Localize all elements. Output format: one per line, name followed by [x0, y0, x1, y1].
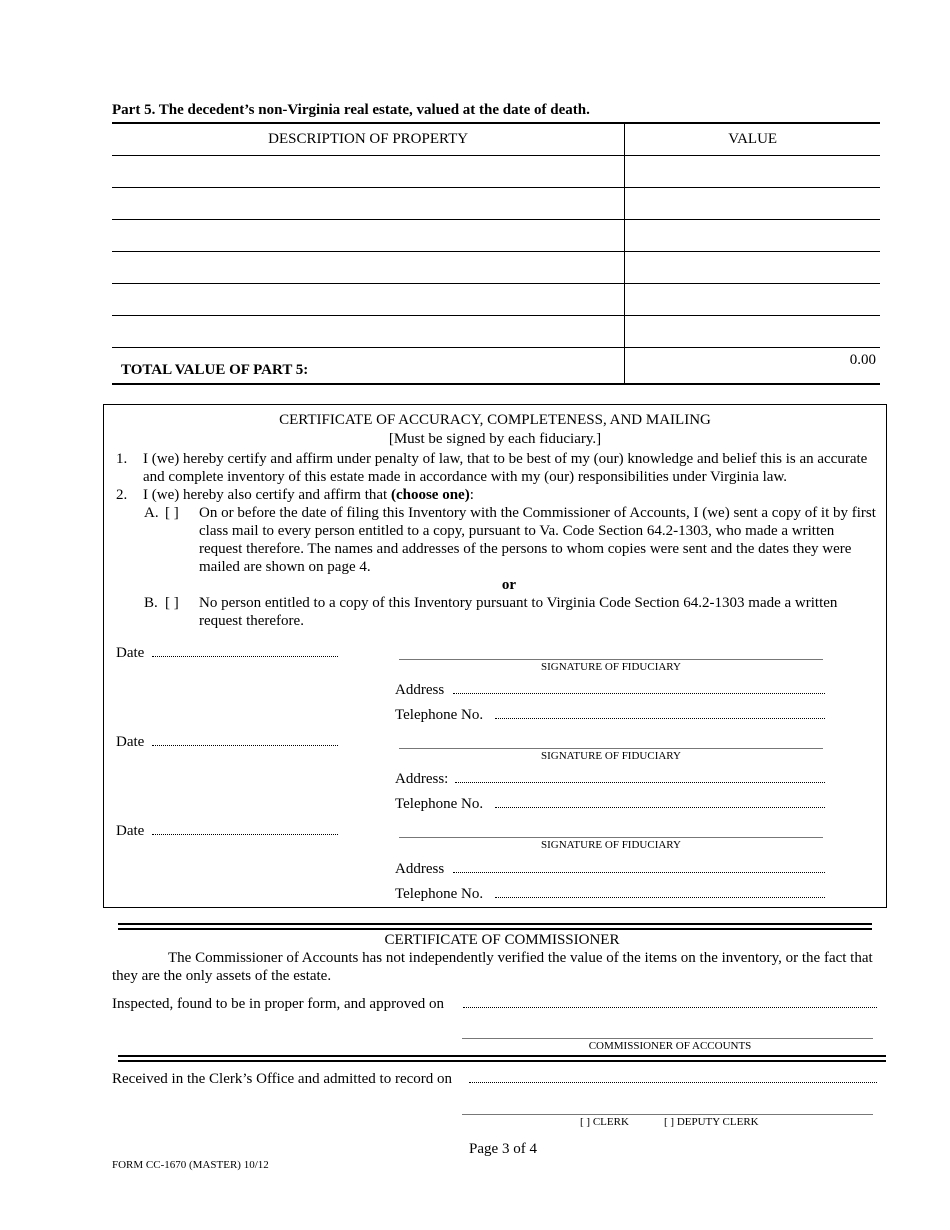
table-row: [112, 188, 880, 220]
date-field[interactable]: [152, 834, 338, 835]
description-cell[interactable]: [112, 252, 625, 284]
value-cell[interactable]: [625, 252, 880, 284]
signature-label: SIGNATURE OF FIDUCIARY: [541, 661, 681, 673]
clerk-option[interactable]: [ ] CLERK: [580, 1116, 629, 1128]
column-header-value: VALUE: [625, 123, 880, 156]
commissioner-signature-line[interactable]: [462, 1038, 873, 1039]
address-label: Address: [395, 682, 445, 698]
date-field[interactable]: [152, 656, 338, 657]
item1-number: 1.: [116, 451, 128, 467]
fiduciary-signature-line[interactable]: [399, 837, 823, 838]
commissioner-title: CERTIFICATE OF COMMISSIONER: [384, 932, 620, 948]
fiduciary-signature-line[interactable]: [399, 748, 823, 749]
item2-text: I (we) hereby also certify and affirm that (choose one):: [143, 487, 474, 503]
choose-one-emphasis: (choose one): [390, 487, 470, 503]
option-a-label: A.: [144, 505, 159, 521]
description-cell[interactable]: [112, 316, 625, 348]
telephone-label: Telephone No.: [395, 796, 484, 812]
address-field[interactable]: [453, 693, 825, 694]
telephone-label: Telephone No.: [395, 886, 484, 902]
address-field[interactable]: [453, 872, 825, 873]
description-cell[interactable]: [112, 220, 625, 252]
table-row: [112, 316, 880, 348]
date-label: Date: [116, 645, 145, 661]
description-cell[interactable]: [112, 156, 625, 188]
table-row: [112, 156, 880, 188]
item1-text: I (we) hereby certify and affirm under penalty of law, that to be best of my (our) knowledge and belief this is an accurate and complete inventory of this estate made in accordance with my (our) responsibilities under Virginia law.: [143, 451, 868, 485]
description-cell[interactable]: [112, 188, 625, 220]
date-label: Date: [116, 823, 145, 839]
approved-label: Inspected, found to be in proper form, and approved on: [112, 996, 444, 1012]
part5-table: [112, 122, 880, 385]
option-b-checkbox[interactable]: [ ]: [165, 595, 179, 611]
signature-label: SIGNATURE OF FIDUCIARY: [541, 750, 681, 762]
page-number: Page 3 of 4: [469, 1141, 537, 1157]
description-cell[interactable]: [112, 284, 625, 316]
received-label: Received in the Clerk’s Office and admitted to record on: [112, 1071, 453, 1087]
option-b-label: B.: [144, 595, 158, 611]
date-field[interactable]: [152, 745, 338, 746]
telephone-field[interactable]: [495, 897, 825, 898]
address-label: Address:: [395, 771, 449, 787]
double-divider: [118, 923, 872, 930]
clerk-signature-line[interactable]: [462, 1114, 873, 1115]
total-row: [112, 348, 880, 385]
table-header-row: [112, 123, 880, 156]
received-date-field[interactable]: [469, 1082, 877, 1083]
option-a-checkbox[interactable]: [ ]: [165, 505, 179, 521]
deputy-clerk-option[interactable]: [ ] DEPUTY CLERK: [664, 1116, 759, 1128]
telephone-field[interactable]: [495, 807, 825, 808]
option-b-text: No person entitled to a copy of this Inventory pursuant to Virginia Code Section 64.2-1303 made a written request therefore.: [199, 595, 838, 629]
total-value: 0.00: [625, 348, 880, 385]
item2-number: 2.: [116, 487, 128, 503]
commissioner-text: The Commissioner of Accounts has not independently verified the value of the items on the inventory, or the fact that they are the only assets of the estate.: [112, 950, 873, 984]
part5-title: Part 5. The decedent’s non-Virginia real estate, valued at the date of death.: [112, 102, 590, 118]
certificate-subtitle: [Must be signed by each fiduciary.]: [388, 431, 602, 447]
value-cell[interactable]: [625, 156, 880, 188]
total-label: TOTAL VALUE OF PART 5:: [112, 348, 625, 385]
or-text: or: [501, 577, 517, 593]
telephone-field[interactable]: [495, 718, 825, 719]
telephone-label: Telephone No.: [395, 707, 484, 723]
column-header-description: DESCRIPTION OF PROPERTY: [112, 123, 625, 156]
fiduciary-signature-line[interactable]: [399, 659, 823, 660]
signature-label: SIGNATURE OF FIDUCIARY: [541, 839, 681, 851]
table-row: [112, 284, 880, 316]
date-label: Date: [116, 734, 145, 750]
address-field[interactable]: [455, 782, 825, 783]
value-cell[interactable]: [625, 220, 880, 252]
value-cell[interactable]: [625, 188, 880, 220]
form-id: FORM CC-1670 (MASTER) 10/12: [112, 1159, 269, 1171]
value-cell[interactable]: [625, 316, 880, 348]
certificate-title: CERTIFICATE OF ACCURACY, COMPLETENESS, AND MAILING: [279, 412, 711, 428]
double-divider: [118, 1055, 886, 1062]
commissioner-signature-label: COMMISSIONER OF ACCOUNTS: [588, 1040, 752, 1052]
option-a-text: On or before the date of filing this Inventory with the Commissioner of Accounts, I (we) sent a copy of it by first class mail to every person entitled to a copy, pursuant to Va. Code Section 64.2-1303, who made a written request therefore. The names and addresses of the persons to whom copies were sent and the dates they were mailed are shown on page 4.: [199, 505, 876, 575]
address-label: Address: [395, 861, 445, 877]
value-cell[interactable]: [625, 284, 880, 316]
table-row: [112, 220, 880, 252]
approved-date-field[interactable]: [463, 1007, 877, 1008]
table-row: [112, 252, 880, 284]
